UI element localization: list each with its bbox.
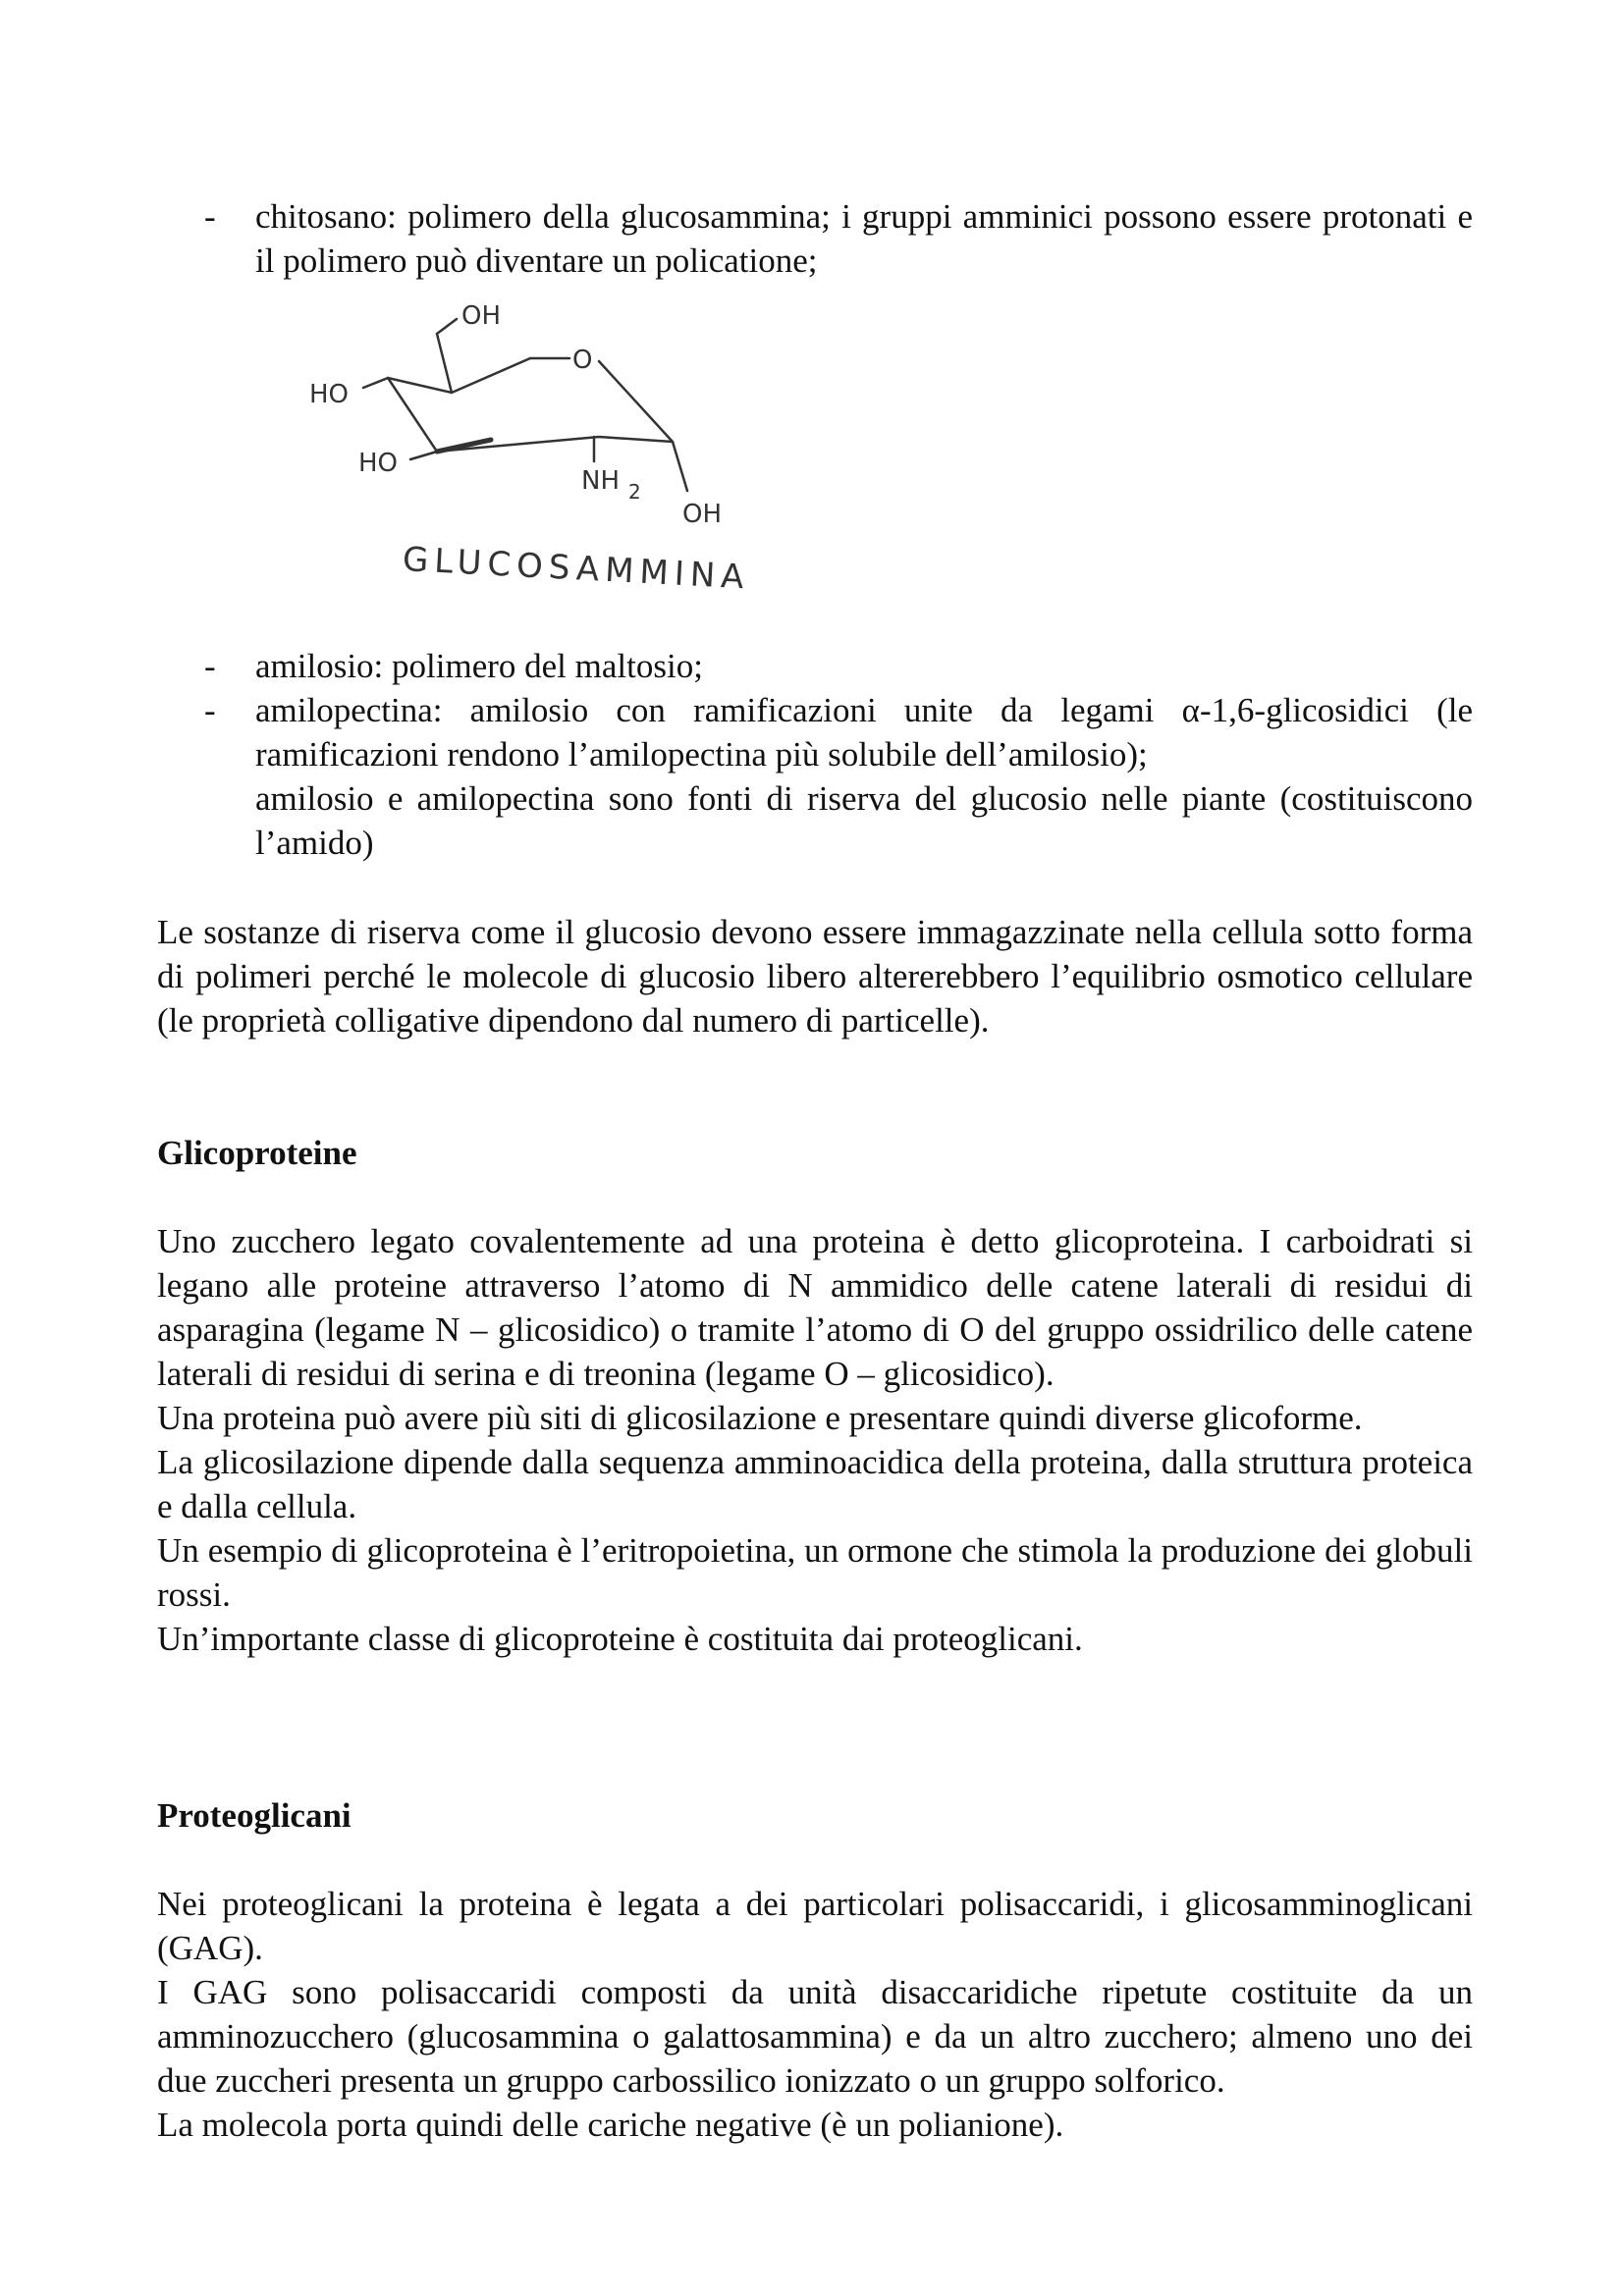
- section-glicoproteine-body: [157, 1219, 1473, 1661]
- paragraph: Un esempio di glicoproteina è l’eritropoietina, un ormone che stimola la produzione dei globuli rossi.: [157, 1531, 1473, 1614]
- heading-glicoproteine: Glicoproteine: [157, 1134, 357, 1172]
- bullet-dash: -: [204, 647, 216, 685]
- ring-back-bond: [388, 358, 530, 393]
- ho-left-label: HO: [309, 380, 350, 409]
- paragraph: Uno zucchero legato covalentemente ad una proteina è detto glicoproteina. I carboidrati si legano alle proteine attraverso l’atomo di N ammidico delle catene laterali di residui di asparagina (legame N – glicosidico) o tramite l’atomo di O del gruppo ossidrilico delle catene laterali di residui di serina e di treonina (legame O – glicosidico).: [157, 1222, 1473, 1393]
- ho-lower-label: HO: [358, 449, 399, 478]
- ring-o-bond-right: [599, 361, 673, 442]
- bullet-amilopectina: [157, 688, 1473, 865]
- ch2oh-bond: [437, 319, 457, 393]
- bullet-text: chitosano: polimero della glucosammina; i gruppi amminici possono essere protonati e il polimero può diventare un policatione;: [255, 197, 1473, 280]
- ring-oxygen-label: O: [572, 346, 593, 375]
- bullet-dash: -: [204, 691, 216, 729]
- heading-proteoglicani: Proteoglicani: [157, 1796, 352, 1835]
- paragraph: La glicosilazione dipende dalla sequenza amminoacidica della proteina, dalla struttura proteica e dalla cellula.: [157, 1443, 1473, 1525]
- bullet-continuation: amilosio e amilopectina sono fonti di riserva del glucosio nelle piante (costituiscono l’amido): [255, 779, 1473, 862]
- paragraph: I GAG sono polisaccaridi composti da unità disaccaridiche ripetute costituite da un amminozucchero (glucosammina o galattosammina) e da un altro zucchero; almeno uno dei due zuccheri presenta un gruppo carbossilico ionizzato o un gruppo solforico.: [157, 1973, 1473, 2100]
- paragraph: Un’importante classe di glicoproteine è costituita dai proteoglicani.: [157, 1620, 1083, 1658]
- figure-caption: GLUCOSAMMINA: [401, 540, 751, 598]
- section-proteoglicani-body: [157, 1882, 1473, 2147]
- nh2-label: NH: [581, 466, 620, 496]
- bullet-chitosano: [157, 194, 1473, 283]
- nh2-subscript: 2: [628, 480, 641, 504]
- bullet-text: amilopectina: amilosio con ramificazioni unite da legami α-1,6-glicosidici (le ramificazioni rendono l’amilopectina più solubile dell’amilosio);: [255, 691, 1473, 774]
- paragraph: La molecola porta quindi delle cariche negative (è un polianione).: [157, 2106, 1064, 2144]
- bullet-amilosio: [157, 644, 1473, 688]
- paragraph-riserva: Le sostanze di riserva come il glucosio devono essere immagazzinate nella cellula sotto forma di polimeri perché le molecole di glucosio libero altererebbero l’equilibrio osmotico cellulare (le proprietà colligative dipendono dal numero di particelle).: [157, 913, 1473, 1040]
- oh-top-label: OH: [461, 301, 502, 331]
- glucosamine-ring-drawing: [295, 294, 785, 530]
- ho-lower-bond: [410, 452, 437, 459]
- glucosammina-structure-figure: [295, 294, 785, 609]
- paragraph: Nei proteoglicani la proteina è legata a dei particolari polisaccaridi, i glicosamminoglicani (GAG).: [157, 1885, 1473, 1967]
- bullet-dash: -: [204, 197, 216, 236]
- ho-left-bond: [363, 378, 388, 388]
- bullet-text: amilosio: polimero del maltosio;: [255, 647, 703, 685]
- oh-right-bond: [673, 442, 687, 491]
- oh-right-label: OH: [682, 500, 723, 529]
- paragraph: Una proteina può avere più siti di glicosilazione e presentare quindi diverse glicoforme.: [157, 1399, 1363, 1437]
